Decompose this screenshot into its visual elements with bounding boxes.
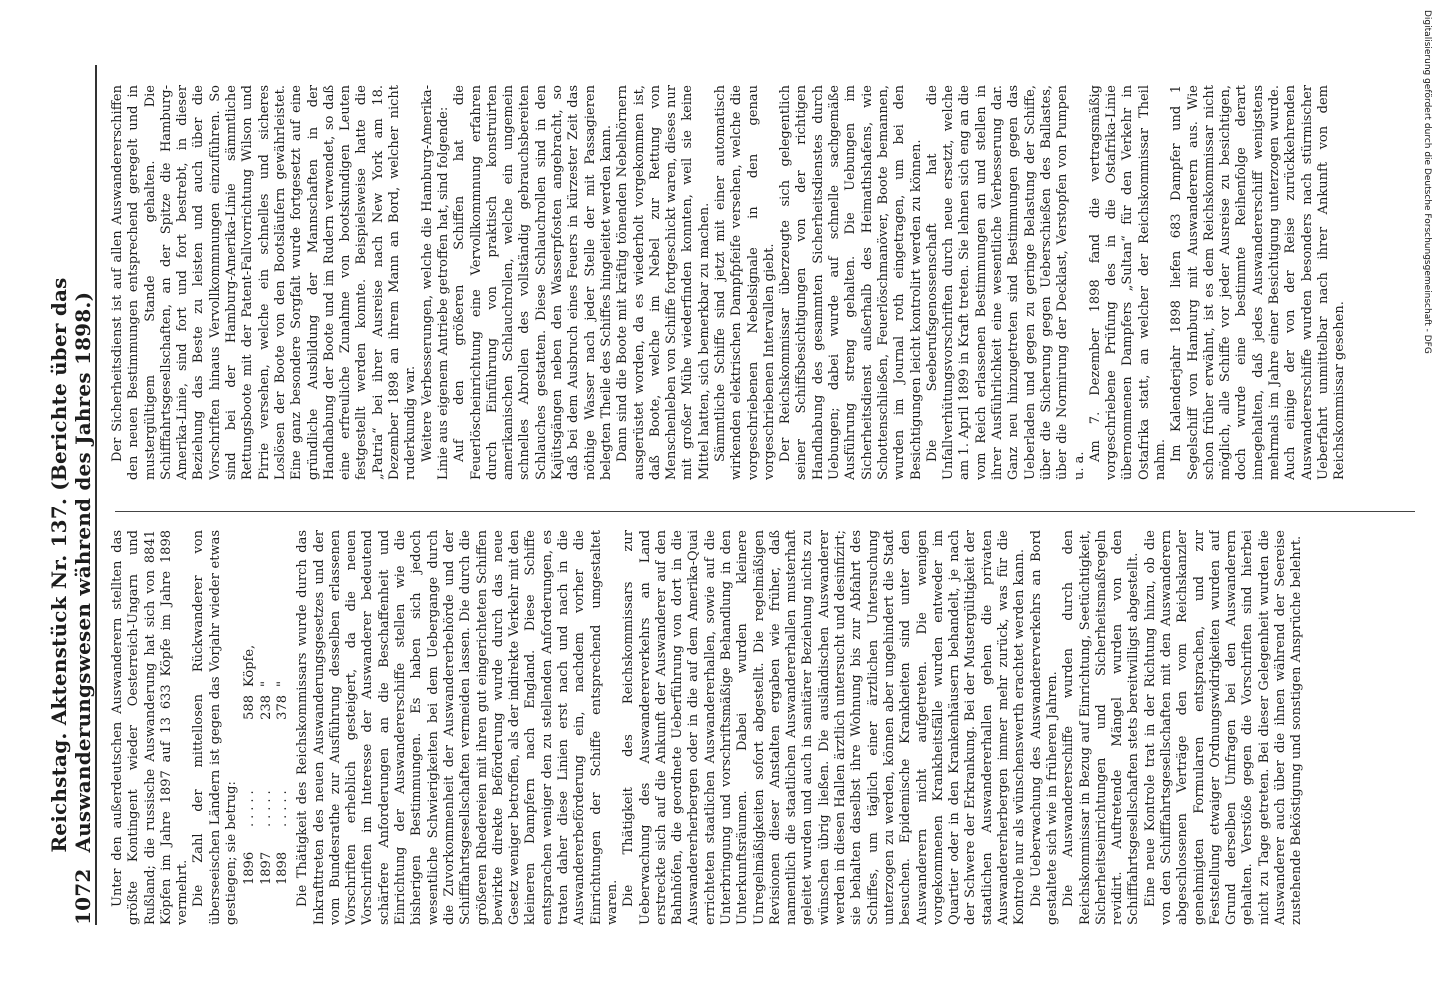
stats-unit: " bbox=[274, 681, 290, 687]
stats-year: 1897 bbox=[258, 851, 274, 885]
paragraph: Auf den größeren Schiffen hat die Feuerlöscheinrichtung eine Vervollkommnung erfahren durch Einführung von praktisch konstruirten amerikanischen Schlauchrollen, welche ein ungemein schnelles Abrollen des vollständig gebrauchsbereiten Schlauches gestatten. Diese Schlauchrollen sind in den Kajütsgängen neben den Wasserpfosten angebracht, so daß bei dem Ausbruch eines Feuers in kürzester Zeit das nöthige Wasser nach jeder Stelle der mit Passagieren belegten Theile des Schiffes hingeleitet werden kann. bbox=[452, 85, 614, 480]
paragraph: Die Zahl der mittellosen Rückwanderer von überseeischen Ländern ist gegen das Vorjahr wieder etwas gestiegen; sie betrug: bbox=[191, 530, 240, 925]
paragraph: Der Reichskommissar überzeugte sich gelegentlich seiner Schiffsbesichtigungen von der richtigen Handhabung des gesammten Sicherheitsdienstes durch Uebungen; dabei wurde auf schnelle sachgemäße Ausführung streng gehalten. Die Uebungen im Sicherheitsdienst außerhalb des Heimathshafens, wie Schottenschließen, Feuerlöschmanöver, Boote bemannen, wurden im Journal roth eingetragen, um bei den Besichtigungen leicht kontrolirt werden zu können. bbox=[778, 85, 924, 480]
paragraph: Weitere Verbesserungen, welche die Hamburg-Amerika-Linie aus eigenem Antriebe getroffen hat, sind folgende: bbox=[419, 85, 451, 480]
stats-unit: Köpfe, bbox=[242, 644, 258, 687]
page-title: Reichstag. Aktenstück Nr. 137. (Berichte über das Auswanderungswesen während des Jahres 1898.) bbox=[47, 277, 95, 853]
paragraph: Die Thätigkeit des Reichskommissars zur Ueberwachung des Auswandererverkehrs an Land erstreckte sich auf die Ankunft der Auswanderer auf den Bahnhöfen, die geordnete Ueberführung von dort in die Auswandererherbergen oder in die auf dem Amerika-Quai errichteten staatlichen Auswandererhallen, sowie auf die Unterbringung und vorschriftsmäßige Behandlung in den Unterkunftsräumen. Dabei wurden kleinere Unregelmäßigkeiten sofort abgestellt. Die regelmäßigen Revisionen dieser Anstalten ergaben wie früher, daß namentlich die staatlichen Auswandererhallen musterhaft geleitet wurden und auch in sanitärer Beziehung nichts zu wünschen übrig ließen. Die ausländischen Auswanderer werden in diesen Hallen ärztlich untersucht und desinfizirt; sie behalten daselbst ihre Wohnung bis zur Abfahrt des Schiffes, um täglich einer ärztlichen Untersuchung unterzogen zu werden, können aber ungehindert die Stadt besuchen. Epidemische Krankheiten sind unter den Auswanderern nicht aufgetreten. Die wenigen vorgekommenen Krankheitsfälle wurden entweder im Quartier oder in den Krankenhäusern behandelt, je nach der Schwere der Erkrankung. Bei der Mustergültigkeit der staatlichen Auswandererhallen gehen die privaten Auswandererherbergen immer mehr zurück, was für die Kontrole nur als wünschenswerth erachtet werden kann. bbox=[621, 530, 1028, 925]
stats-row bbox=[275, 530, 291, 885]
returnee-stats-table bbox=[242, 530, 291, 885]
leader-dots: ..... bbox=[274, 786, 290, 827]
paragraph: Die Ueberwachung des Auswandererverkehrs an Bord gestaltete sich wie in früheren Jahren. bbox=[1028, 530, 1060, 925]
leader-dots: ..... bbox=[242, 786, 258, 827]
paragraph: Die Auswandererschiffe wurden durch den Reichskommissar in Bezug auf Einrichtung, Seetüchtigkeit, Sicherheitseinrichtungen und Sicherheitsmaßregeln revidirt. Auftretende Mängel wurden von den Schifffahrtsgesellschaften stets bereitwilligst abgestellt. bbox=[1061, 530, 1142, 925]
column-divider bbox=[115, 511, 1415, 512]
page-number: 1072 bbox=[71, 868, 95, 925]
stats-year: 1896 bbox=[242, 851, 258, 885]
paragraph: Im Kalenderjahr 1898 liefen 683 Dampfer und 1 Segelschiff von Hamburg mit Auswanderern aus. Wie schon früher erwähnt, ist es dem Reichskommissar nicht möglich, alle Schiffe vor jeder Ausreise zu besichtigen, doch wurde eine bestimmte Reihenfolge derart innegehalten, daß jedes Auswandererschiff wenigstens mehrmals im Jahre einer Besichtigung unterzogen wurde. Auch einige der von der Reise zurückkehrenden Auswandererschiffe wurden besonders nach stürmischer Ueberfahrt unmittelbar nach ihrer Ankunft von dem Reichskommissar gesehen. bbox=[1169, 85, 1348, 480]
stats-year: 1898 bbox=[274, 851, 290, 885]
stats-count: 238 bbox=[258, 695, 274, 720]
stats-row bbox=[242, 530, 258, 885]
credit-strip bbox=[1420, 10, 1434, 1000]
stats-row bbox=[259, 530, 275, 885]
paragraph: Unter den außerdeutschen Auswanderern stellten das größte Kontingent wieder Oesterreich-Ungarn und Rußland; die russische Auswanderung hat sich von 8841 Köpfen im Jahre 1897 auf 13 633 Köpfe im Jahre 1898 vermehrt. bbox=[110, 530, 191, 925]
paragraph: Die Seeberufsgenossenschaft hat die Unfallverhütungsvorschriften durch neue ersetzt, welche am 1. April 1899 in Kraft treten. Sie lehnen sich eng an die vom Reich erlassenen Bestimmungen an und stellen in ihrer Ausführlichkeit eine wesentliche Verbesserung dar. Ganz neu hinzugetreten sind Bestimmungen gegen das Ueberladen und gegen zu geringe Belastung der Schiffe, über die Sicherung gegen Ueberschießen des Ballastes, über die Normirung der Decklast, Verstopfen von Pumpen u. a. bbox=[924, 85, 1087, 480]
paragraph: Der Sicherheitsdienst ist auf allen Auswandererschiffen den neuen Bestimmungen entsprechend geregelt und in mustergültigem Stande gehalten. Die Schifffahrtsgesellschaften, an der Spitze die Hamburg-Amerika-Linie, sind fort und fort bestrebt, in dieser Beziehung das Beste zu leisten und auch über die Vorschriften hinaus Vervollkommnungen einzuführen. So sind bei der Hamburg-Amerika-Linie sämmtliche Rettungsboote mit der Patent-Fallvorrichtung Wilson und Pirrie versehen, welche ein schnelles und sicheres Loslösen der Boote von den Bootsläufern gewährleistet. Eine ganz besondere Sorgfalt wurde fortgesetzt auf eine gründliche Ausbildung der Mannschaften in der Handhabung der Boote und im Rudern verwendet, so daß eine erfreuliche Zunahme von bootskundigen Leuten festgestellt werden konnte. Beispielsweise hatte die „Patria“ bei ihrer Ausreise nach New York am 18. Dezember 1898 an ihrem Mann an Bord, welcher nicht ruderkundig war. bbox=[110, 85, 419, 480]
page-header bbox=[45, 65, 97, 925]
paragraph: Eine neue Kontrole trat in der Richtung hinzu, ob die von den Schifffahrtsgesellschaften mit den Auswanderern abgeschlossenen Verträge den vom Reichskanzler genehmigten Formularen entsprachen, und zur Feststellung etwaiger Ordnungswidrigkeiten wurden auf Grund derselben Umfragen bei den Auswanderern gehalten. Verstöße gegen die Vorschriften sind hierbei nicht zu Tage getreten. Bei dieser Gelegenheit wurden die Auswanderer auch über die ihnen während der Seereise zustehende Beköstigung und sonstigen Ansprüche belehrt. bbox=[1142, 530, 1305, 925]
paragraph: Sämmtliche Schiffe sind jetzt mit einer automatisch wirkenden elektrischen Dampfpfeife versehen, welche die vorgeschriebenen Nebelsignale in den genau vorgeschriebenen Intervallen giebt. bbox=[712, 85, 777, 480]
stats-count: 588 bbox=[242, 695, 258, 720]
paragraph: Die Thätigkeit des Reichskommissars wurde durch das Inkrafttreten des neuen Auswanderungsgesetzes und der vom Bundesrathe zur Ausführung desselben erlassenen Vorschriften erheblich gesteigert, da die neuen Vorschriften im Interesse der Auswanderer bedeutend schärfere Anforderungen an die Beschaffenheit und Einrichtung der Auswandererschiffe stellen wie die bisherigen Bestimmungen. Es haben sich jedoch wesentliche Schwierigkeiten bei dem Uebergange durch die Zuvorkommenheit der Auswandererbehörde und der Schifffahrtsgesellschaften vermeiden lassen. Die durch die größeren Rhedereien mit ihren gut eingerichteten Schiffen bewirkte direkte Beförderung wurde durch das neue Gesetz weniger betroffen, als der indirekte Verkehr mit den kleineren Dampfern nach England. Diese Schiffe entsprachen weniger den zu stellenden Anforderungen, es traten daher diese Linien erst nach und nach in die Auswandererbeförderung ein, nachdem vorher die Einrichtungen der Schiffe entsprechend umgestaltet waren. bbox=[295, 530, 620, 925]
paragraph: Am 7. Dezember 1898 fand die vertragsmäßig vorgeschriebene Prüfung des in die Ostafrika-Linie übernommenen Dampfers „Sultan“ für den Verkehr in Ostafrika statt, an welcher der Reichskommissar Theil nahm. bbox=[1087, 85, 1168, 480]
right-column bbox=[110, 85, 1430, 480]
paragraph: Dann sind die Boote mit kräftig tönenden Nebelhörnern ausgerüstet worden, da es wiederholt vorgekommen ist, daß Boote, welche im Nebel zur Rettung von Menschenleben von Schiffe fortgeschickt waren, dieses nur mit großer Mühe wiederfinden konnten, weil sie keine Mittel hatten, sich bemerkbar zu machen. bbox=[615, 85, 712, 480]
left-column bbox=[110, 530, 1430, 925]
stats-count: 378 bbox=[274, 695, 290, 720]
dfg-credit: Digitalisierung gefördert durch die Deutsche Forschungsgemeinschaft - DFG bbox=[1422, 10, 1432, 354]
leader-dots: ..... bbox=[258, 786, 274, 827]
stats-unit: " bbox=[258, 681, 274, 687]
